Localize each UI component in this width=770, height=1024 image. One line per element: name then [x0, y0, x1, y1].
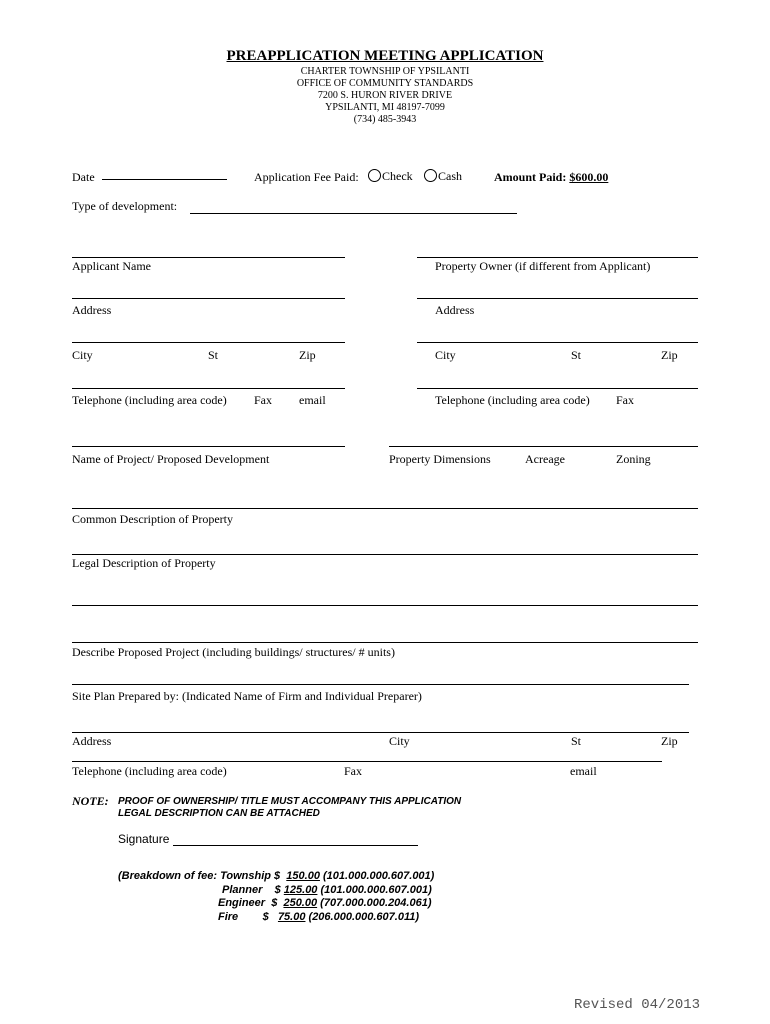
owner-address-field[interactable] [417, 298, 698, 299]
zoning-label: Zoning [616, 452, 651, 466]
applicant-email-label: email [299, 393, 326, 407]
cash-label: Cash [438, 169, 462, 183]
describe-project-field[interactable] [72, 642, 698, 643]
header-line: 7200 S. HURON RIVER DRIVE [317, 90, 453, 101]
check-label: Check [382, 169, 413, 183]
site-plan-field[interactable] [72, 684, 689, 685]
amount-value: $600.00 [569, 170, 609, 184]
fee-township-row [118, 870, 434, 882]
amount-label: Amount Paid: [494, 170, 567, 184]
project-name-field[interactable] [72, 446, 345, 447]
signature-label: Signature [118, 832, 170, 846]
preparer-zip-label: Zip [661, 734, 678, 748]
owner-phone-field[interactable] [417, 388, 698, 389]
preparer-email-label: email [570, 764, 597, 778]
acreage-label: Acreage [525, 452, 565, 466]
preparer-address-label: Address [72, 734, 112, 748]
site-plan-label: Site Plan Prepared by: (Indicated Name of Firm and Individual Preparer) [72, 689, 422, 703]
note-label: NOTE: [72, 794, 109, 808]
describe-label: Describe Proposed Project (including buildings/ structures/ # units) [72, 645, 395, 659]
project-name-label: Name of Project/ Proposed Development [72, 452, 270, 466]
fire-label: Fire [218, 911, 239, 923]
common-desc-label: Common Description of Property [72, 512, 233, 526]
cash-radio[interactable] [424, 169, 437, 182]
applicant-city-field[interactable] [72, 342, 345, 343]
preparer-address-field[interactable] [72, 732, 689, 733]
dollar-sign: $ [274, 884, 281, 896]
note-line-1: PROOF OF OWNERSHIP/ TITLE MUST ACCOMPANY THIS APPLICATION [118, 796, 462, 807]
page-title: PREAPPLICATION MEETING APPLICATION [226, 48, 544, 64]
owner-zip-label: Zip [661, 348, 678, 362]
applicant-city-label: City [72, 348, 93, 362]
planner-code: (101.000.000.607.001) [320, 884, 432, 896]
prop-dims-label: Property Dimensions [389, 452, 491, 466]
common-desc-field[interactable] [72, 508, 698, 509]
revised-date: Revised 04/2013 [574, 997, 701, 1013]
owner-st-label: St [571, 348, 582, 362]
township-amount: 150.00 [286, 870, 320, 882]
owner-phone-label: Telephone (including area code) [435, 393, 590, 407]
applicant-phone-field[interactable] [72, 388, 345, 389]
check-option[interactable] [368, 169, 413, 184]
legal-desc-line-2[interactable] [72, 605, 698, 606]
legal-desc-label: Legal Description of Property [72, 556, 216, 570]
fire-code: (206.000.000.607.011) [308, 911, 420, 923]
engineer-amount: 250.00 [283, 897, 318, 909]
fee-engineer-row [218, 897, 432, 909]
preparer-phone-field[interactable] [72, 761, 662, 762]
owner-name-field[interactable] [417, 257, 698, 258]
check-radio[interactable] [368, 169, 381, 182]
owner-city-field[interactable] [417, 342, 698, 343]
engineer-label: Engineer [218, 897, 266, 909]
applicant-name-label: Applicant Name [72, 259, 151, 273]
applicant-name-field[interactable] [72, 257, 345, 258]
type-dev-label: Type of development: [72, 199, 178, 213]
signature-field[interactable] [173, 845, 418, 846]
header-address [235, 66, 535, 126]
property-dimensions-field[interactable] [389, 446, 698, 447]
type-dev-field[interactable] [190, 213, 517, 214]
header-line: YPSILANTI, MI 48197-7099 [325, 102, 445, 113]
header-line: (734) 485-3943 [353, 114, 417, 125]
header-line: CHARTER TOWNSHIP OF YPSILANTI [300, 66, 470, 77]
fee-planner-row [222, 884, 432, 896]
applicant-address-field[interactable] [72, 298, 345, 299]
applicant-address-label: Address [72, 303, 112, 317]
header-line: OFFICE OF COMMUNITY STANDARDS [296, 78, 474, 89]
fee-fire-row [218, 911, 419, 923]
date-field[interactable] [102, 179, 227, 180]
owner-fax-label: Fax [616, 393, 634, 407]
preparer-phone-label: Telephone (including area code) [72, 764, 227, 778]
owner-city-label: City [435, 348, 456, 362]
dollar-sign: $ [262, 911, 269, 923]
applicant-st-label: St [208, 348, 219, 362]
legal-desc-field[interactable] [72, 554, 698, 555]
owner-label: Property Owner (if different from Applicant) [435, 259, 651, 273]
applicant-fax-label: Fax [254, 393, 272, 407]
preparer-fax-label: Fax [344, 764, 362, 778]
amount-paid [494, 170, 608, 185]
cash-option[interactable] [424, 169, 462, 184]
note-line-2: LEGAL DESCRIPTION CAN BE ATTACHED [118, 808, 320, 819]
planner-amount: 125.00 [283, 884, 318, 896]
date-label: Date [72, 170, 95, 184]
engineer-code: (707.000.000.204.061) [320, 897, 432, 909]
preparer-city-label: City [389, 734, 410, 748]
township-code: (101.000.000.607.001) [323, 870, 435, 882]
applicant-phone-label: Telephone (including area code) [72, 393, 227, 407]
dollar-sign: $ [271, 897, 278, 909]
owner-address-label: Address [435, 303, 475, 317]
fee-intro: (Breakdown of fee: Township $ [118, 870, 281, 882]
fire-amount: 75.00 [277, 911, 306, 923]
fee-paid-label: Application Fee Paid: [254, 170, 359, 184]
planner-label: Planner [222, 884, 263, 896]
preparer-st-label: St [571, 734, 582, 748]
applicant-zip-label: Zip [299, 348, 316, 362]
